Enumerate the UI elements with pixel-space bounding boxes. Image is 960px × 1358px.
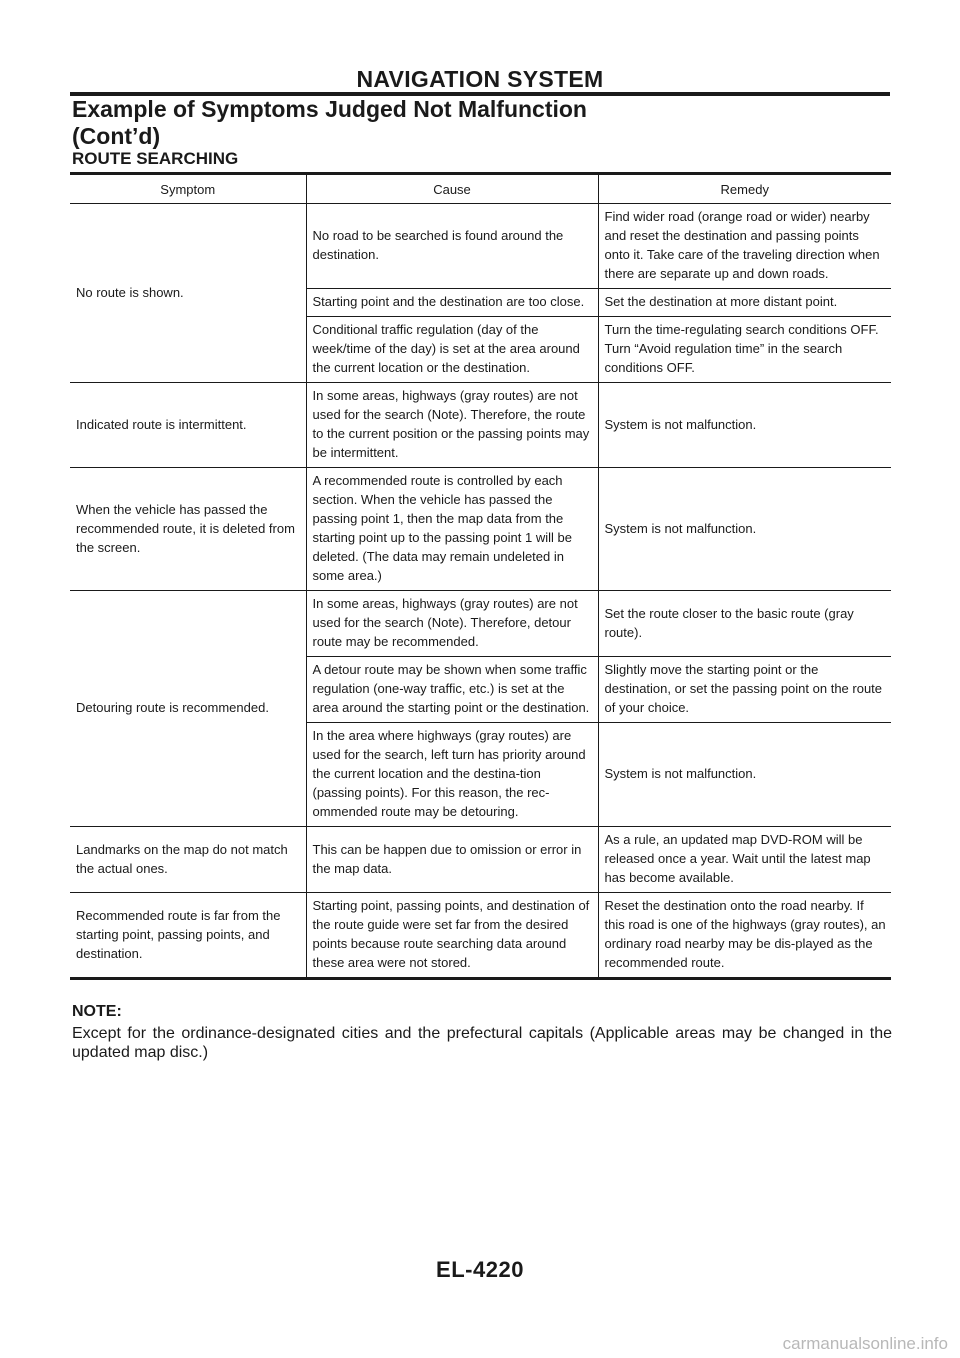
symptom-cell: Recommended route is far from the starting point, passing points, and destination. (70, 893, 306, 979)
page-subtitle (72, 96, 587, 150)
symptom-table (70, 172, 891, 980)
remedy-cell: System is not malfunction. (598, 723, 891, 827)
cause-cell: In some areas, highways (gray routes) are not used for the search (Note). Therefore, detour route may be recommended. (306, 591, 598, 657)
remedy-cell: System is not malfunction. (598, 468, 891, 591)
remedy-cell: As a rule, an updated map DVD-ROM will be released once a year. Wait until the latest map has become available. (598, 827, 891, 893)
section-title: ROUTE SEARCHING (72, 149, 239, 168)
table-row (70, 827, 891, 893)
remedy-cell: Set the destination at more distant point. (598, 289, 891, 317)
cause-cell: A recommended route is controlled by each section. When the vehicle has passed the passing point 1, then the map data from the starting point up to the passing point 1 will be deleted. (The data may remain undeleted in some area.) (306, 468, 598, 591)
symptom-cell: When the vehicle has passed the recommended route, it is deleted from the screen. (70, 468, 306, 591)
remedy-cell: System is not malfunction. (598, 383, 891, 468)
remedy-cell: Find wider road (orange road or wider) nearby and reset the destination and passing points onto it. Take care of the traveling direction when there are separate up and down roads. (598, 204, 891, 289)
page-number: EL-4220 (436, 1257, 524, 1282)
remedy-cell: Slightly move the starting point or the destination, or set the passing point on the route of your choice. (598, 657, 891, 723)
table-row (70, 468, 891, 591)
remedy-cell: Turn the time-regulating search conditions OFF. Turn “Avoid regulation time” in the search conditions OFF. (598, 317, 891, 383)
cause-cell: In some areas, highways (gray routes) are not used for the search (Note). Therefore, the route to the current position or the passing points may be intermittent. (306, 383, 598, 468)
symptom-cell: Landmarks on the map do not match the actual ones. (70, 827, 306, 893)
cause-cell: Starting point and the destination are too close. (306, 289, 598, 317)
watermark: carmanualsonline.info (782, 1334, 948, 1353)
note-text: Except for the ordinance-designated cities and the prefectural capitals (Applicable areas may be changed in the updated map disc.) (72, 1025, 892, 1061)
symptom-cell: No route is shown. (70, 204, 306, 383)
cause-cell: This can be happen due to omission or error in the map data. (306, 827, 598, 893)
cause-cell: A detour route may be shown when some traffic regulation (one-way traffic, etc.) is set at the area around the starting point or the destination. (306, 657, 598, 723)
page-subtitle-line2: (Cont’d) (72, 123, 161, 149)
remedy-cell: Reset the destination onto the road nearby. If this road is one of the highways (gray routes), an ordinary road nearby may be dis-played as the recommended route. (598, 893, 891, 979)
cause-cell: Conditional traffic regulation (day of the week/time of the day) is set at the area around the current location or the destination. (306, 317, 598, 383)
table-row (70, 383, 891, 468)
table-row (70, 591, 891, 657)
note-heading: NOTE: (72, 1003, 122, 1020)
page-subtitle-line1: Example of Symptoms Judged Not Malfunction (72, 96, 587, 122)
table-header-row (70, 174, 891, 204)
cause-cell: No road to be searched is found around the destination. (306, 204, 598, 289)
page-header-title: NAVIGATION SYSTEM (356, 66, 604, 92)
cause-cell: Starting point, passing points, and destination of the route guide were set far from the desired points because route searching data around these area were not stored. (306, 893, 598, 979)
header-cause: Cause (306, 174, 598, 204)
cause-cell: In the area where highways (gray routes) are used for the search, left turn has priority around the current location and the destina-tion (passing points). For this reason, the rec-ommended route may be detouring. (306, 723, 598, 827)
remedy-cell: Set the route closer to the basic route (gray route). (598, 591, 891, 657)
symptom-cell: Detouring route is recommended. (70, 591, 306, 827)
header-symptom: Symptom (70, 174, 306, 204)
table-row (70, 893, 891, 979)
table-row (70, 204, 891, 289)
header-remedy: Remedy (598, 174, 891, 204)
symptom-cell: Indicated route is intermittent. (70, 383, 306, 468)
